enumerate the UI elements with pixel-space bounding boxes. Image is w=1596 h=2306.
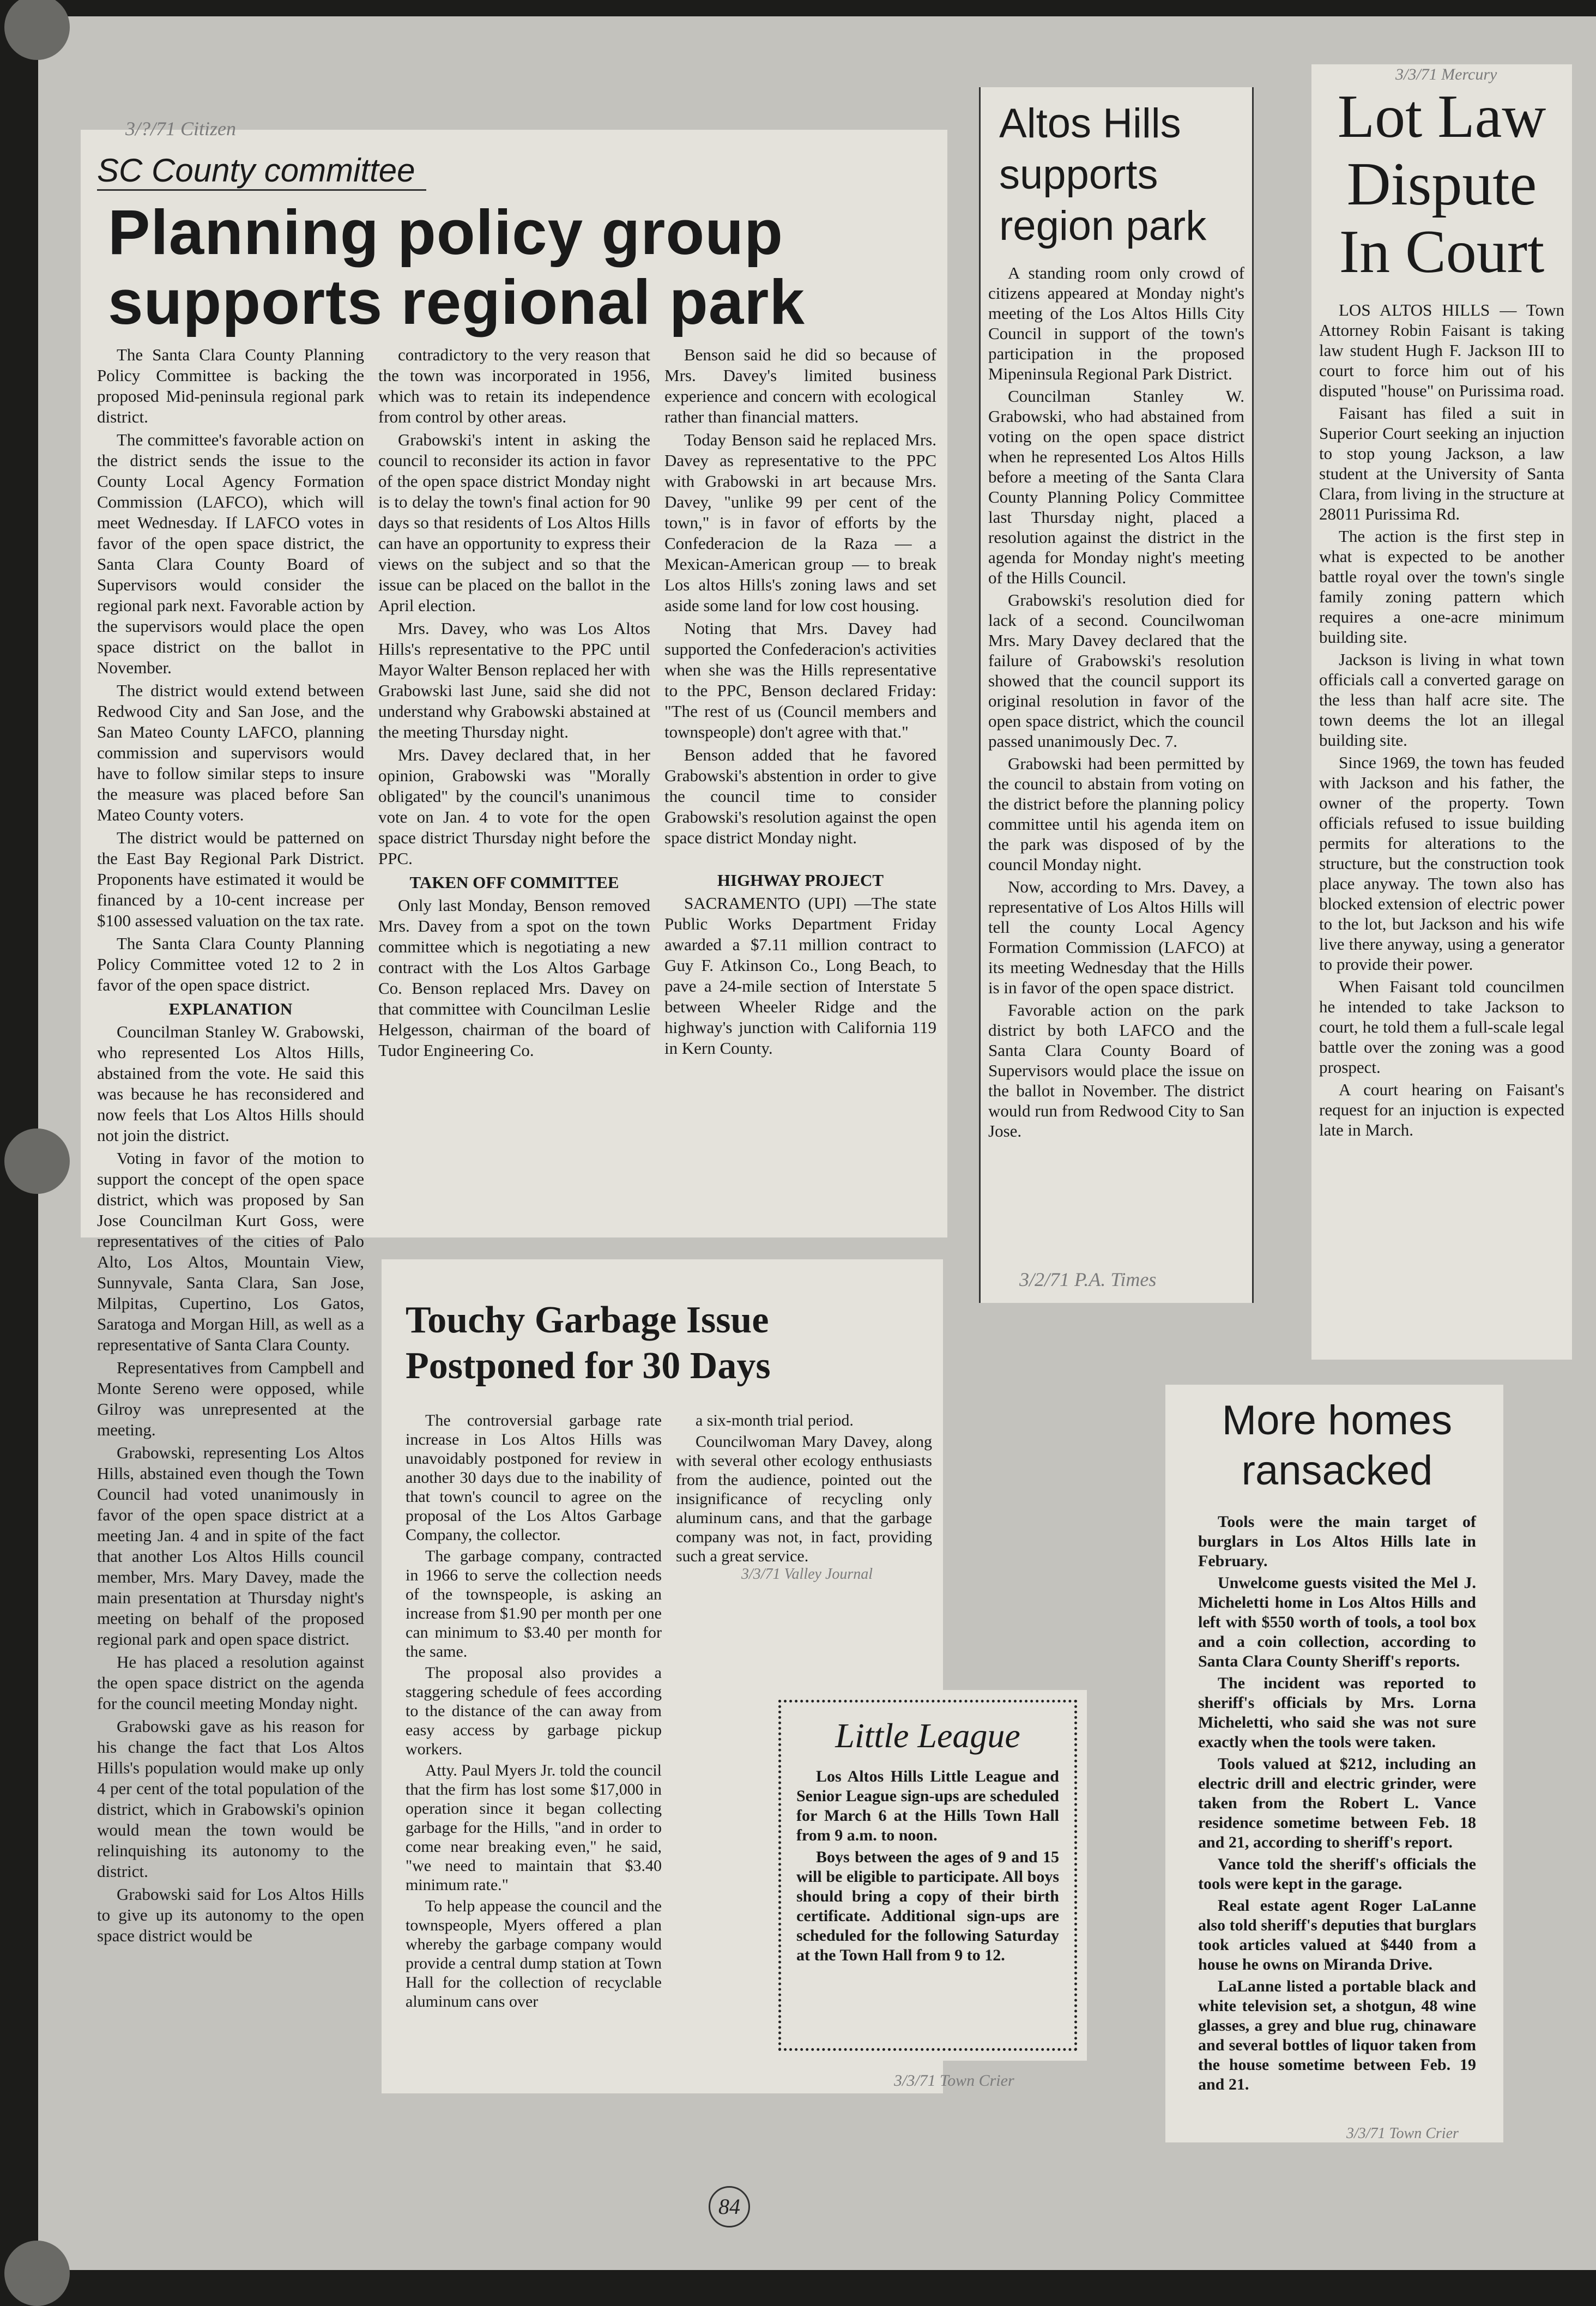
- headline-line: ransacked: [1241, 1447, 1433, 1494]
- paragraph: Vance told the sheriff's officials the tools were kept in the garage.: [1198, 1855, 1476, 1893]
- handwritten-note: 3/3/71 Town Crier: [1346, 2125, 1459, 2142]
- paragraph: Los Altos Hills Little League and Senior League sign-ups are scheduled for March 6 at the Hills Town Hall from 9 a.m. to noon.: [796, 1767, 1059, 1844]
- paragraph: Grabowski said for Los Altos Hills to give up its autonomy to the open space district would be: [97, 1885, 364, 1945]
- paragraph: Benson said he did so because of Mrs. Davey's limited business experience and concern with ecological rather than financial matters.: [664, 345, 936, 426]
- paragraph: LOS ALTOS HILLS — Town Attorney Robin Faisant is taking law student Hugh F. Jackson III to court to force him out of his disputed "house" on Purissima road.: [1319, 300, 1564, 400]
- headline: [406, 1297, 932, 1389]
- paragraph: When Faisant told councilmen he intended to take Jackson to court, he told them a full-scale legal battle over the zoning was a good prospect.: [1319, 977, 1564, 1077]
- paragraph: The proposal also provides a staggering schedule of fees according to the distance of the can away from easy access by garbage pickup workers.: [406, 1664, 662, 1758]
- binder-hole: [4, 0, 70, 60]
- headline-line: More homes: [1222, 1397, 1453, 1444]
- paragraph: Noting that Mrs. Davey had supported the Confederacion's activities when she was the Hills representative to the PPC, Benson declared Friday: "The rest of us (Council members and townspeople) don't agree with that.": [664, 619, 936, 741]
- paragraph: contradictory to the very reason that the town was incorporated in 1956, which was to retain its independence from control by other areas.: [378, 345, 650, 426]
- paragraph: Jackson is living in what town officials call a converted garage on the less than half acre site. The town deems the lot an illegal building site.: [1319, 650, 1564, 750]
- paragraph: A standing room only crowd of citizens appeared at Monday night's meeting of the Los Altos Hills City Council in support of the town's participation in the proposed Mipeninsula Regional Park District.: [988, 263, 1244, 383]
- paragraph: The garbage company, contracted in 1966 to serve the collection needs of the townspeople, is asking an increase from $1.90 per month per one can minimum to $3.40 per month for the same.: [406, 1547, 662, 1661]
- subhead: HIGHWAY PROJECT: [717, 871, 884, 890]
- paragraph: Benson added that he favored Grabowski's abstention in order to give the council time to consider Grabowski's resolution against the open space district Monday night.: [664, 745, 936, 847]
- paragraph: Grabowski had been permitted by the council to abstain from voting on the district before the planning policy committee until his agenda item on the park was disposed of by the council Monday night.: [988, 754, 1244, 874]
- paragraph: Councilman Stanley W. Grabowski, who represented Los Altos Hills, abstained from the vote. He said this was because he has reconsidered and now feels that Los Altos Hills should not join the district.: [97, 1022, 364, 1145]
- paragraph: LaLanne listed a portable black and white television set, a shotgun, 48 wine glasses, a grey and blue rug, chinaware and several bottles of liquor taken from the house sometime between Feb. 19 and 21.: [1198, 1977, 1476, 2093]
- clipping-little-league: [769, 1690, 1087, 2061]
- headline: [999, 98, 1244, 252]
- paragraph: Unwelcome guests visited the Mel J. Micheletti home in Los Altos Hills and left with $550 worth of tools, a tool box and a coin collection, according to Santa Clara County Sheriff's reports.: [1198, 1574, 1476, 1670]
- paragraph: A court hearing on Faisant's request for an injuction is expected late in March.: [1319, 1080, 1564, 1139]
- headline-line: Lot Law: [1337, 83, 1546, 150]
- paragraph: Mrs. Davey, who was Los Altos Hills's representative to the PPC until Mayor Walter Benson replaced her with Grabowski last June, said she did not understand why Grabowski abstained at the meeting Thursday night.: [378, 619, 650, 741]
- clipping-altos-hills-park: [979, 87, 1254, 1303]
- paragraph: Grabowski gave as his reason for his change the fact that Los Altos Hills's population would make up only 4 per cent of the total population of the district, which in Grabowski's opinion would mean the town would be relinquishing its autonomy to the district.: [97, 1717, 364, 1881]
- paragraph: Now, according to Mrs. Davey, a representative of Los Altos Hills will tell the county Local Agency Formation Commission (LAFCO) at its meeting Wednesday that the Hills is in favor of the open space district.: [988, 877, 1244, 997]
- headline-line: Altos Hills: [999, 100, 1181, 147]
- headline: [1198, 1396, 1476, 1496]
- paragraph: Since 1969, the town has feuded with Jackson and his father, the owner of the property. Town officials refused to issue building permits for alterations to the structure, but the construction took place anyway. The town also has blocked extension of electric power to the lot, but Jackson and his wife live there anyway, using a generator to provide their power.: [1319, 753, 1564, 974]
- headline-line: Dispute: [1346, 150, 1537, 218]
- headline-line: Touchy Garbage Issue: [406, 1299, 769, 1341]
- paragraph: Tools were the main target of burglars in Los Altos Hills late in February.: [1198, 1513, 1476, 1570]
- clipping-more-homes-ransacked: [1165, 1385, 1503, 2142]
- paragraph: Councilwoman Mary Davey, along with several other ecology enthusiasts from the audience, pointed out the insignificance of recycling only aluminum cans, and that the garbage company was not, in fact, providing such a great service.: [676, 1433, 932, 1565]
- headline-line: Postponed for 30 Days: [406, 1345, 771, 1387]
- paragraph: Voting in favor of the motion to support the concept of the open space district, which was proposed by San Jose Councilman Kurt Goss, were representatives of the cities of Palo Alto, Los Altos, Mountain View, Sunnyvale, Santa Clara, San Jose, Milpitas, Cupertino, Los Gatos, Saratoga and Morgan Hill, as well as a representative of Santa Clara County.: [97, 1149, 364, 1354]
- paragraph: Boys between the ages of 9 and 15 will be eligible to participate. All boys should bring a copy of their birth certificate. Additional sign-ups are scheduled for the following Saturday at the Town Hall from 9 to 12.: [796, 1848, 1059, 1964]
- paragraph: Grabowski, representing Los Altos Hills, abstained even though the Town Council had voted unanimously in favor of the open space district at a meeting Jan. 4 and in spite of the fact that another Los Altos Hills council member, Mrs. Mary Davey, made the main presentation at Thursday night's meeting on behalf of the proposed regional park and open space district.: [97, 1443, 364, 1649]
- paragraph: Grabowski's resolution died for lack of a second. Councilwoman Mrs. Mary Davey declared that the failure of Grabowski's resolution showed that the council support its original resolution in favor of the open space district, which the council passed unanimously Dec. 7.: [988, 590, 1244, 751]
- headline-line: supports regional park: [108, 267, 805, 337]
- paragraph: Atty. Paul Myers Jr. told the council that the firm has lost some $17,000 in operation since it began collecting garbage for the Hills, "and in order to come near breaking even," he said, "we need to maintain that $3.40 minimum rate.": [406, 1761, 662, 1894]
- handwritten-note: 3/?/71 Citizen: [125, 118, 237, 140]
- paragraph: To help appease the council and the townspeople, Myers offered a plan whereby the garbage company would provide a central dump station at Town Hall for the collection of recyclable aluminum cans over: [406, 1897, 662, 2011]
- page-number: [709, 2186, 750, 2227]
- paragraph: The Santa Clara County Planning Policy Committee is backing the proposed Mid-peninsula regional park district.: [97, 345, 364, 426]
- paragraph: He has placed a resolution against the open space district on the agenda for the council meeting Monday night.: [97, 1652, 364, 1713]
- subhead: TAKEN OFF COMMITTEE: [409, 873, 619, 892]
- headline-line: supports: [999, 152, 1158, 198]
- paragraph: Grabowski's intent in asking the council to reconsider its action in favor of the open space district Monday night is to delay the town's final action for 90 days so that residents of Los Altos Hills can have an opportunity to express their views on the subject and so that the issue can be placed on the ballot in the April election.: [378, 430, 650, 615]
- handwritten-note: 3/3/71 Valley Journal: [741, 1566, 873, 1583]
- paragraph: The district would be patterned on the East Bay Regional Park District. Proponents have estimated it would be financed by a 10-cent increase per $100 assessed valuation on the tax rate.: [97, 828, 364, 930]
- headline-line: In Court: [1339, 218, 1545, 286]
- clipping-lot-law: [1311, 64, 1572, 1360]
- headline-line: Planning policy group: [108, 197, 783, 268]
- paragraph: Tools valued at $212, including an electric drill and electric grinder, were taken from the Robert L. Vance residence sometime between Feb. 18 and 21, according to sheriff's report.: [1198, 1755, 1476, 1851]
- paragraph: The Santa Clara County Planning Policy Committee voted 12 to 2 in favor of the open space district.: [97, 934, 364, 994]
- headline: [1319, 83, 1564, 286]
- paragraph: Councilman Stanley W. Grabowski, who had abstained from voting on the open space district when he represented Los Altos Hills before a meeting of the Santa Clara County Planning Policy Committee last Thursday night, placed a resolution against the district in the agenda for Monday night's meeting of the Hills Council.: [988, 387, 1244, 587]
- paragraph: The controversial garbage rate increase in Los Altos Hills was unavoidably postponed for review in another 30 days due to the inability of that town's council to agree on the proposal of the Los Altos Garbage Company, the collector.: [406, 1411, 662, 1544]
- headline: Little League: [835, 1716, 1020, 1755]
- handwritten-note: 3/3/71 Mercury: [1395, 65, 1497, 83]
- handwritten-note: 3/3/71 Town Crier: [894, 2072, 1014, 2090]
- binder-hole: [4, 2241, 70, 2306]
- paragraph: The district would extend between Redwood City and San Jose, and the San Mateo County LAFCO, planning commission and supervisors would have to follow similar steps to insure the measure was placed before San Mateo County voters.: [97, 681, 364, 824]
- headline-line: region park: [999, 203, 1207, 249]
- paragraph: Mrs. Davey declared that, in her opinion, Grabowski was "Morally obligated" by the council's unanimous vote on Jan. 4 to vote for the open space district Thursday night before the PPC.: [378, 745, 650, 868]
- paragraph: a six-month trial period.: [696, 1411, 854, 1429]
- paragraph: The committee's favorable action on the district sends the issue to the County Local Agency Formation Commission (LAFCO), which will meet Wednesday. If LAFCO votes in favor of the open space district, the Santa Clara County Board of Supervisors would consider the regional park next. Favorable action by the supervisors would place the open space district on the ballot in November.: [97, 430, 364, 677]
- headline: [108, 197, 936, 337]
- paragraph: Today Benson said he replaced Mrs. Davey as representative to the PPC with Grabowski in art because Mrs. Davey, "unlike 99 per cent of the town," is in favor of efforts by the Confederacion de la Raza — a Mexican-American group — to break Los altos Hills's zoning laws and set aside some land for low cost housing.: [664, 430, 936, 615]
- paragraph: Only last Monday, Benson removed Mrs. Davey from a spot on the town committee which is negotiating a new contract with the Los Altos Garbage Co. Benson replaced Mrs. Davey on that committee with Councilman Leslie Helgesson, chairman of the board of Tudor Engineering Co.: [378, 896, 650, 1060]
- subhead: EXPLANATION: [168, 999, 293, 1018]
- handwritten-note: 3/2/71 P.A. Times: [1019, 1269, 1157, 1290]
- page-number-text: 84: [718, 2194, 740, 2219]
- paragraph: Faisant has filed a suit in Superior Court seeking an injuction to stop young Jackson, a law student at the University of Santa Clara, from living in the structure at 28011 Purissima Rd.: [1319, 403, 1564, 523]
- paragraph: The action is the first step in what is expected to be another battle royal over the town's single family zoning pattern which requires a one-acre minimum building site.: [1319, 527, 1564, 647]
- paragraph: The incident was reported to sheriff's officials by Mrs. Lorna Micheletti, who said she was not sure exactly when the tools were taken.: [1198, 1674, 1476, 1751]
- paragraph: Real estate agent Roger LaLanne also told sheriff's deputies that burglars took articles valued at $440 from a house he owns on Miranda Drive.: [1198, 1897, 1476, 1973]
- binder-hole: [4, 1128, 70, 1194]
- kicker: SC County committee: [97, 152, 426, 191]
- paragraph: SACRAMENTO (UPI) —The state Public Works Department Friday awarded a $7.11 million contract to Guy F. Atkinson Co., Long Beach, to pave a 24-mile section of Interstate 5 between Wheeler Ridge and the highway's junction with California 119 in Kern County.: [664, 894, 936, 1058]
- paragraph: Representatives from Campbell and Monte Sereno were opposed, while Gilroy was unrepresented at the meeting.: [97, 1358, 364, 1439]
- paragraph: Favorable action on the park district by both LAFCO and the Santa Clara County Board of Supervisors would place the issue on the ballot in November. The district would run from Redwood City to San Jose.: [988, 1000, 1244, 1140]
